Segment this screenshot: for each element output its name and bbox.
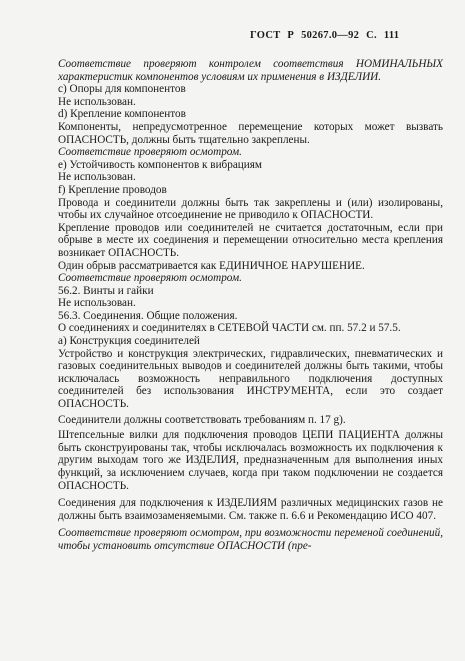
connector-requirements-paragraph: Соединители должны соответствовать требованиям п. 17 g). — [58, 413, 346, 426]
section-56-2-text: Не использован. — [58, 297, 136, 310]
compliance-check-ratings: Соответствие проверяют контролем соответствия НОМИНАЛЬНЫХ характеристик компонентов условиям их применения в ИЗДЕЛИИ. — [58, 58, 443, 83]
section-56-2-heading: 56.2. Винты и гайки — [58, 284, 154, 297]
item-e-heading: e) Устойчивость компонентов к вибрациям — [58, 158, 263, 171]
connector-design-paragraph: Устройство и конструкция электрических, гидравлических, пневматических и газовых соединительных выводов и соединителей должны быть такими, чтобы исключалась возможность неправильного подключения доступных соединителей без использования ИНСТРУМЕНТА, если это создает ОПАСНОСТЬ. — [58, 347, 443, 411]
single-fault-paragraph: Один обрыв рассматривается как ЕДИНИЧНОЕ НАРУШЕНИЕ. — [58, 259, 365, 272]
medical-gas-connections-paragraph: Соединения для подключения к ИЗДЕЛИЯМ различных медицинских газов не должны быть взаимозаменяемыми. См. также п. 6.6 и Рекомендацию ИСО 407. — [58, 497, 443, 522]
item-f-text: Провода и соединители должны быть так закреплены и (или) изолированы, чтобы их случайное отсоединение не приводило к ОПАСНОСТИ. — [58, 196, 443, 222]
compliance-check-inspection-3: Соответствие проверяют осмотром, при возможности переменой соединений, чтобы установить отсутствие ОПАСНОСТИ (пре- — [58, 527, 443, 552]
item-d-heading: d) Крепление компонентов — [58, 108, 186, 121]
section-56-3-heading: 56.3. Соединения. Общие положения. — [58, 309, 238, 322]
wire-fixing-paragraph: Крепление проводов или соединителей не считается достаточным, если при обрыве в месте их соединения и перемещении относительно места крепления возникает ОПАСНОСТЬ. — [58, 221, 443, 259]
page-body — [58, 58, 443, 553]
item-c-text: Не использован. — [58, 95, 136, 108]
compliance-check-inspection-2: Соответствие проверяют осмотром. — [58, 272, 242, 285]
item-f-heading: f) Крепление проводов — [58, 183, 167, 196]
item-a-heading: а) Конструкция соединителей — [58, 335, 200, 348]
item-c-heading: c) Опоры для компонентов — [58, 83, 186, 96]
page-header: ГОСТ Р 50267.0—92 С. 111 — [250, 30, 400, 41]
compliance-check-inspection-1: Соответствие проверяют осмотром. — [58, 146, 242, 159]
patient-circuit-plugs-paragraph: Штепсельные вилки для подключения проводов ЦЕПИ ПАЦИЕНТА должны быть сконструированы так, чтобы исключалась возможность их подключения к другим выходам того же ИЗДЕЛИЯ, предназначенным для выполнения иных функций, за исключением случаев, когда при таком подключении не создается ОПАСНОСТЬ. — [58, 429, 443, 492]
mains-part-reference: О соединениях и соединителях в СЕТЕВОЙ ЧАСТИ см. пп. 57.2 и 57.5. — [58, 322, 401, 335]
item-e-text: Не использован. — [58, 171, 136, 184]
item-d-text: Компоненты, непредусмотренное перемещение которых может вызвать ОПАСНОСТЬ, должны быть тщательно закреплены. — [58, 120, 443, 146]
